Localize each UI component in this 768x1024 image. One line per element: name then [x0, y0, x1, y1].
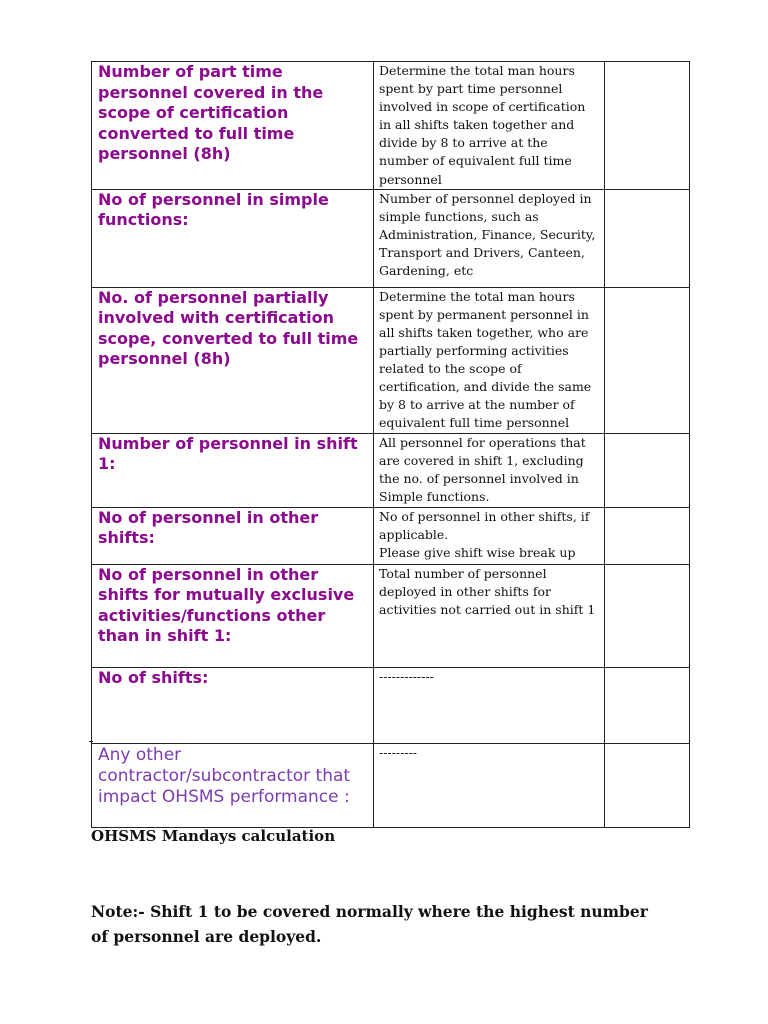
table-row [92, 667, 690, 743]
field-label-cell [92, 743, 374, 827]
field-description-cell [374, 507, 605, 564]
field-label: Any other contractor/subcontractor that impact OHSMS performance : [98, 744, 351, 807]
field-description-cell [374, 743, 605, 827]
table-row [92, 287, 690, 433]
table-row [92, 189, 690, 287]
field-label: No of shifts: [98, 667, 209, 687]
field-description-cell [374, 287, 605, 433]
field-description: ------------- [379, 668, 434, 684]
field-description-cell [374, 564, 605, 667]
field-value-cell[interactable] [605, 564, 690, 667]
field-description-cell [374, 189, 605, 287]
field-description: Total number of personnel deployed in other shifts for activities not carried out in shift 1 [379, 565, 596, 617]
table-row [92, 564, 690, 667]
field-label-cell [92, 62, 374, 190]
field-label-cell [92, 189, 374, 287]
table-row [92, 62, 690, 190]
field-label-cell [92, 667, 374, 743]
field-description-cell [374, 433, 605, 507]
field-value-cell[interactable] [605, 62, 690, 190]
field-label: No of personnel in other shifts: [98, 507, 319, 548]
field-description: No of personnel in other shifts, if applicable. Please give shift wise break up [379, 508, 590, 560]
field-label-cell [92, 507, 374, 564]
field-value-cell[interactable] [605, 667, 690, 743]
field-label-cell [92, 564, 374, 667]
page-note: Note:- Shift 1 to be covered normally where the highest number of personnel are deployed. [91, 902, 648, 946]
field-label: No of personnel in other shifts for mutually exclusive activities/functions other than in shift 1: [98, 564, 355, 646]
field-label: No of personnel in simple functions: [98, 189, 329, 230]
field-description: All personnel for operations that are covered in shift 1, excluding the no. of personnel involved in Simple functions. [379, 434, 586, 504]
field-value-cell[interactable] [605, 189, 690, 287]
margin-mark [89, 741, 93, 742]
field-label-cell [92, 287, 374, 433]
field-value-cell[interactable] [605, 743, 690, 827]
table-row [92, 743, 690, 827]
field-label-cell [92, 433, 374, 507]
field-description: Determine the total man hours spent by part time personnel involved in scope of certification in all shifts taken together and divide by 8 to arrive at the number of equivalent full time personnel [379, 63, 586, 187]
ohsms-form-table [91, 61, 690, 828]
field-description: Determine the total man hours spent by permanent personnel in all shifts taken together, who are partially performing activities related to the scope of certification, and divide the same by 8 to arrive at the number of equivalent full time personnel [379, 288, 592, 431]
field-label: Number of personnel in shift 1: [98, 433, 358, 474]
field-description-cell [374, 62, 605, 190]
table-caption: OHSMS Mandays calculation [91, 827, 336, 845]
field-description: --------- [379, 744, 418, 760]
field-value-cell[interactable] [605, 287, 690, 433]
field-value-cell[interactable] [605, 433, 690, 507]
field-label: Number of part time personnel covered in the scope of certification converted to full time personnel (8h) [98, 62, 324, 163]
table-row [92, 507, 690, 564]
field-description-cell [374, 667, 605, 743]
field-description: Number of personnel deployed in simple functions, such as Administration, Finance, Security, Transport and Drivers, Canteen, Gardening, etc [379, 190, 596, 279]
table-row [92, 433, 690, 507]
field-label: No. of personnel partially involved with certification scope, converted to full time personnel (8h) [98, 287, 359, 369]
field-value-cell[interactable] [605, 507, 690, 564]
